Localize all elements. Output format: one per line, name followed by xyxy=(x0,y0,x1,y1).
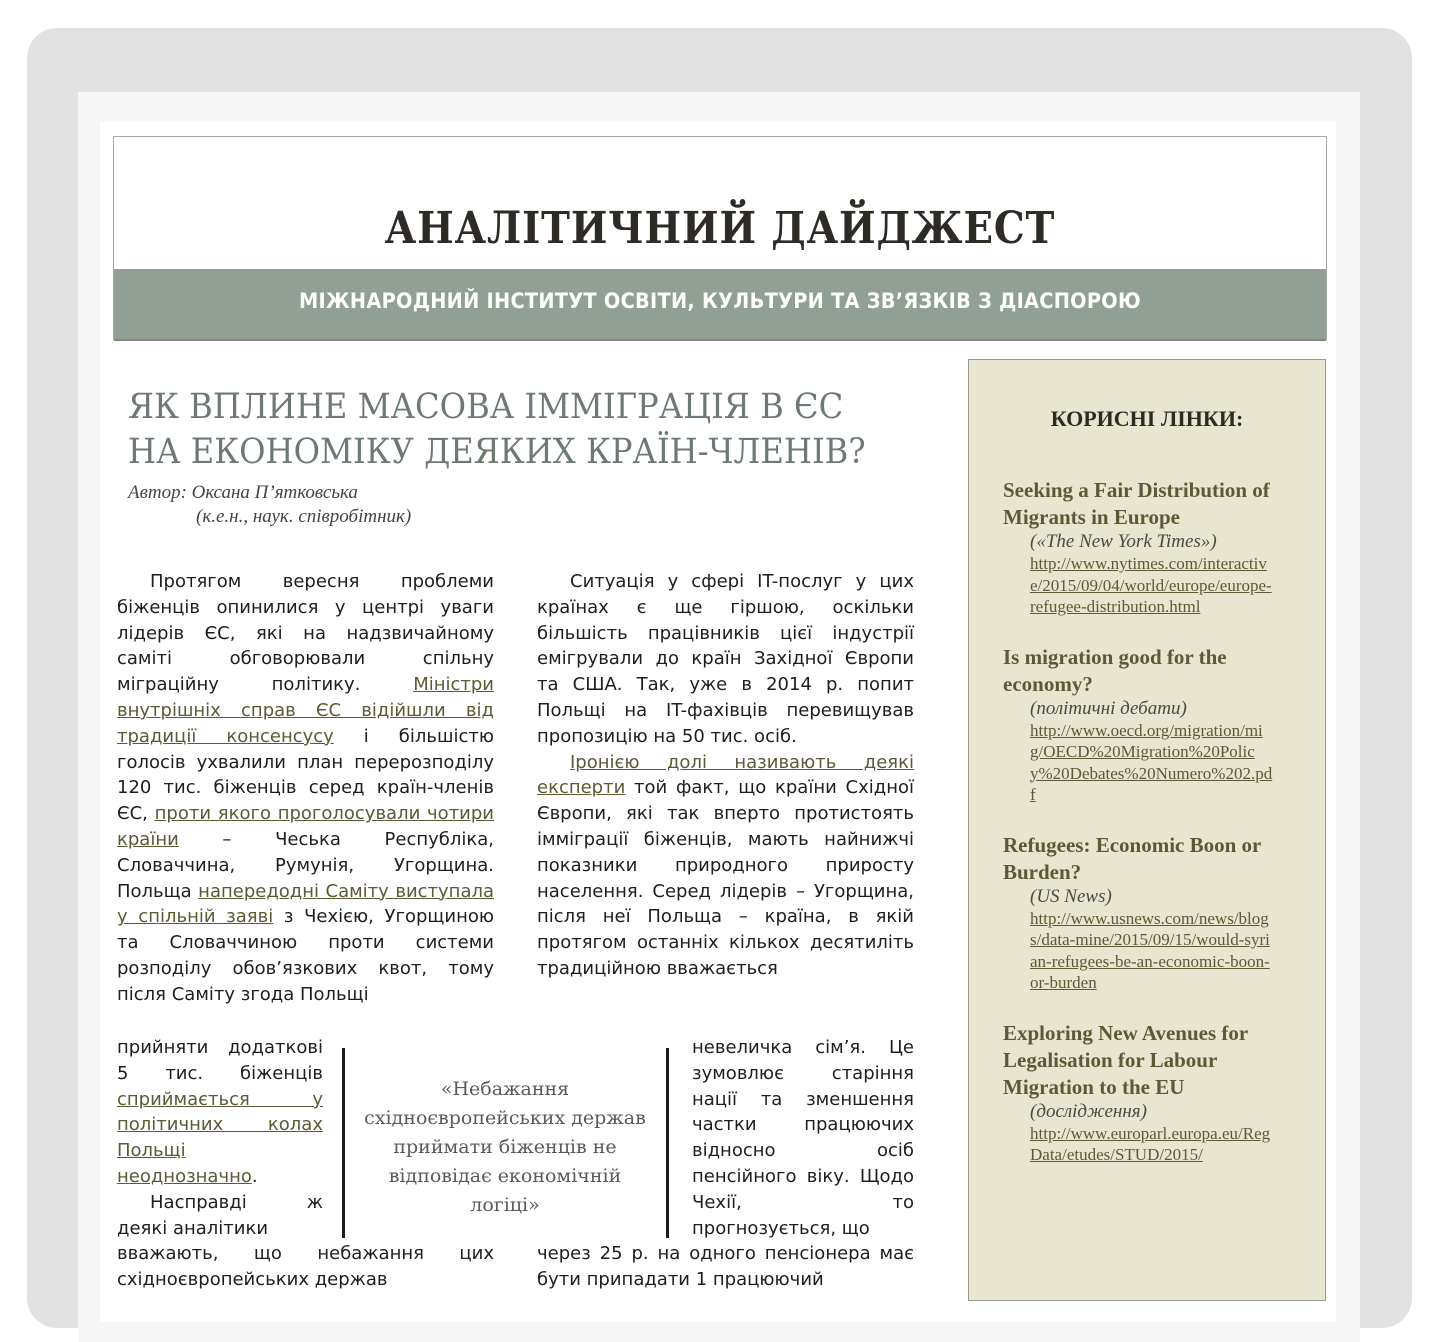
paragraph: через 25 р. на одного пенсіонера має бути припадати 1 працюючий xyxy=(537,1243,914,1290)
article-column-right xyxy=(537,569,914,982)
sidebar-link-item xyxy=(1003,477,1273,618)
text: і більшістю голосів ухвалили план перерозподілу 120 тис. біженців серед країн-членів ЄС, xyxy=(117,725,494,825)
link-heading: Exploring New Avenues for Legalisation for Labour Migration to the EU xyxy=(1003,1020,1248,1099)
text: прийняти додаткові 5 тис. біженців xyxy=(117,1037,323,1084)
link-political-circles[interactable]: сприймається у політичних колах Польщі неоднозначно xyxy=(117,1088,323,1187)
masthead-subtitle: МІЖНАРОДНИЙ ІНСТИТУТ ОСВІТИ, КУЛЬТУРИ ТА ЗВ’ЯЗКІВ З ДІАСПОРОЮ xyxy=(299,289,1141,313)
text: той факт, що країни Східної Європи, які так вперто протистоять імміграції біженців, мають найнижчі показники природного приросту населення. Серед лідерів – Угорщина, після неї Польща – країна, в якій протягом останніх кількох десятиліть традиційною вважається xyxy=(537,777,914,979)
paragraph xyxy=(117,569,494,1008)
sidebar-link-item xyxy=(1003,644,1273,806)
pullquote-rule-right xyxy=(666,1048,669,1238)
pullquote-rule-left xyxy=(342,1048,345,1238)
link-source: (дослідження) xyxy=(1030,1100,1147,1122)
paragraph xyxy=(117,1035,323,1190)
text: з Чехією, Угорщиною та Словаччиною проти системи розподілу обов’язкових квот, тому після Саміту згода Польщі xyxy=(117,906,494,1005)
link-url[interactable]: http://www.oecd.org/migration/mig/OECD%20Migration%20Policy%20Debates%20Numero%202.pdf xyxy=(1030,720,1273,804)
link-source: (US News) xyxy=(1030,885,1112,907)
author-name: Автор: Оксана П’ятковська xyxy=(128,482,358,503)
masthead-band xyxy=(114,269,1326,341)
link-source: (політичні дебати) xyxy=(1030,697,1187,719)
sidebar-link-item xyxy=(1003,832,1273,994)
sidebar-links-list xyxy=(1003,477,1273,1192)
article-author xyxy=(128,481,411,529)
useful-links-sidebar xyxy=(968,359,1326,1301)
link-irony-experts[interactable]: Іронією долі називають деякі експерти xyxy=(537,751,914,799)
article-column-left-narrow xyxy=(117,1035,323,1241)
link-url[interactable]: http://www.usnews.com/news/blogs/data-mine/2015/09/15/would-syrian-refugees-be-an-economic-boon-or-burden xyxy=(1030,908,1270,992)
sidebar-title: КОРИСНІ ЛІНКИ: xyxy=(1050,406,1244,431)
link-joint-statement[interactable]: напередодні Саміту виступала у спільній заяві xyxy=(117,880,495,928)
paragraph xyxy=(537,750,914,982)
sidebar-link-item xyxy=(1003,1020,1273,1166)
text: . xyxy=(251,1165,258,1187)
article-column-left-bottom xyxy=(117,1241,494,1293)
masthead-title: АНАЛІТИЧНИЙ ДАЙДЖЕСТ xyxy=(384,203,1056,254)
link-source: («The New York Times») xyxy=(1030,531,1217,552)
paragraph: невеличка сім’я. Це зумовлює старіння нації та зменшення частки працюючих відносно осіб пенсійного віку. Щодо Чехії, то прогнозується, що xyxy=(692,1037,914,1239)
link-url[interactable]: http://www.europarl.europa.eu/RegData/etudes/STUD/2015/ xyxy=(1030,1123,1271,1164)
masthead xyxy=(113,136,1327,340)
link-four-countries[interactable]: проти якого проголосували чотири країни xyxy=(117,803,494,850)
text: Протягом вересня проблеми біженців опинилися у центрі уваги лідерів ЄС, які на надзвичайному саміті обговорювали спільну міграційну політику. xyxy=(117,571,494,696)
pullquote: «Небажання східноєвропейських держав приймати біженців не відповідає економічній логіці» xyxy=(364,1078,646,1216)
article-column-right-narrow xyxy=(692,1035,914,1241)
link-url[interactable]: http://www.nytimes.com/interactive/2015/09/04/world/europe/europe-refugee-distribution.html xyxy=(1030,554,1272,616)
article-column-right-bottom xyxy=(537,1241,914,1293)
author-role: (к.е.н., наук. співробітник) xyxy=(196,506,412,527)
text: – Чеська Республіка, Словаччина, Румунія, Угорщина. Польща xyxy=(117,828,494,902)
link-heading: Seeking a Fair Distribution of Migrants in Europe xyxy=(1003,478,1270,529)
paragraph: Насправді ж деякі аналітики xyxy=(117,1191,323,1239)
link-heading: Is migration good for the economy? xyxy=(1003,644,1227,696)
link-heading: Refugees: Economic Boon or Burden? xyxy=(1003,832,1261,884)
article-column-left xyxy=(117,569,494,1008)
paragraph: вважають, що небажання цих східноєвропейських держав xyxy=(117,1243,494,1290)
article-title: ЯК ВПЛИНЕ МАСОВА ІММІГРАЦІЯ В ЄС НА ЕКОНОМІКУ ДЕЯКИХ КРАЇН-ЧЛЕНІВ? xyxy=(128,387,866,472)
link-ministers[interactable]: Міністри внутрішніх справ ЄС відійшли від традиції консенсусу xyxy=(117,674,494,747)
paragraph: Ситуація у сфері IT-послуг у цих країнах є ще гіршою, оскільки більшість працівників цієї індустрії емігрували до країн Західної Європи та США. Так, уже в 2014 р. попит Польщі на IT-фахівців перевищував пропозицію на 50 тис. осіб. xyxy=(537,571,914,747)
